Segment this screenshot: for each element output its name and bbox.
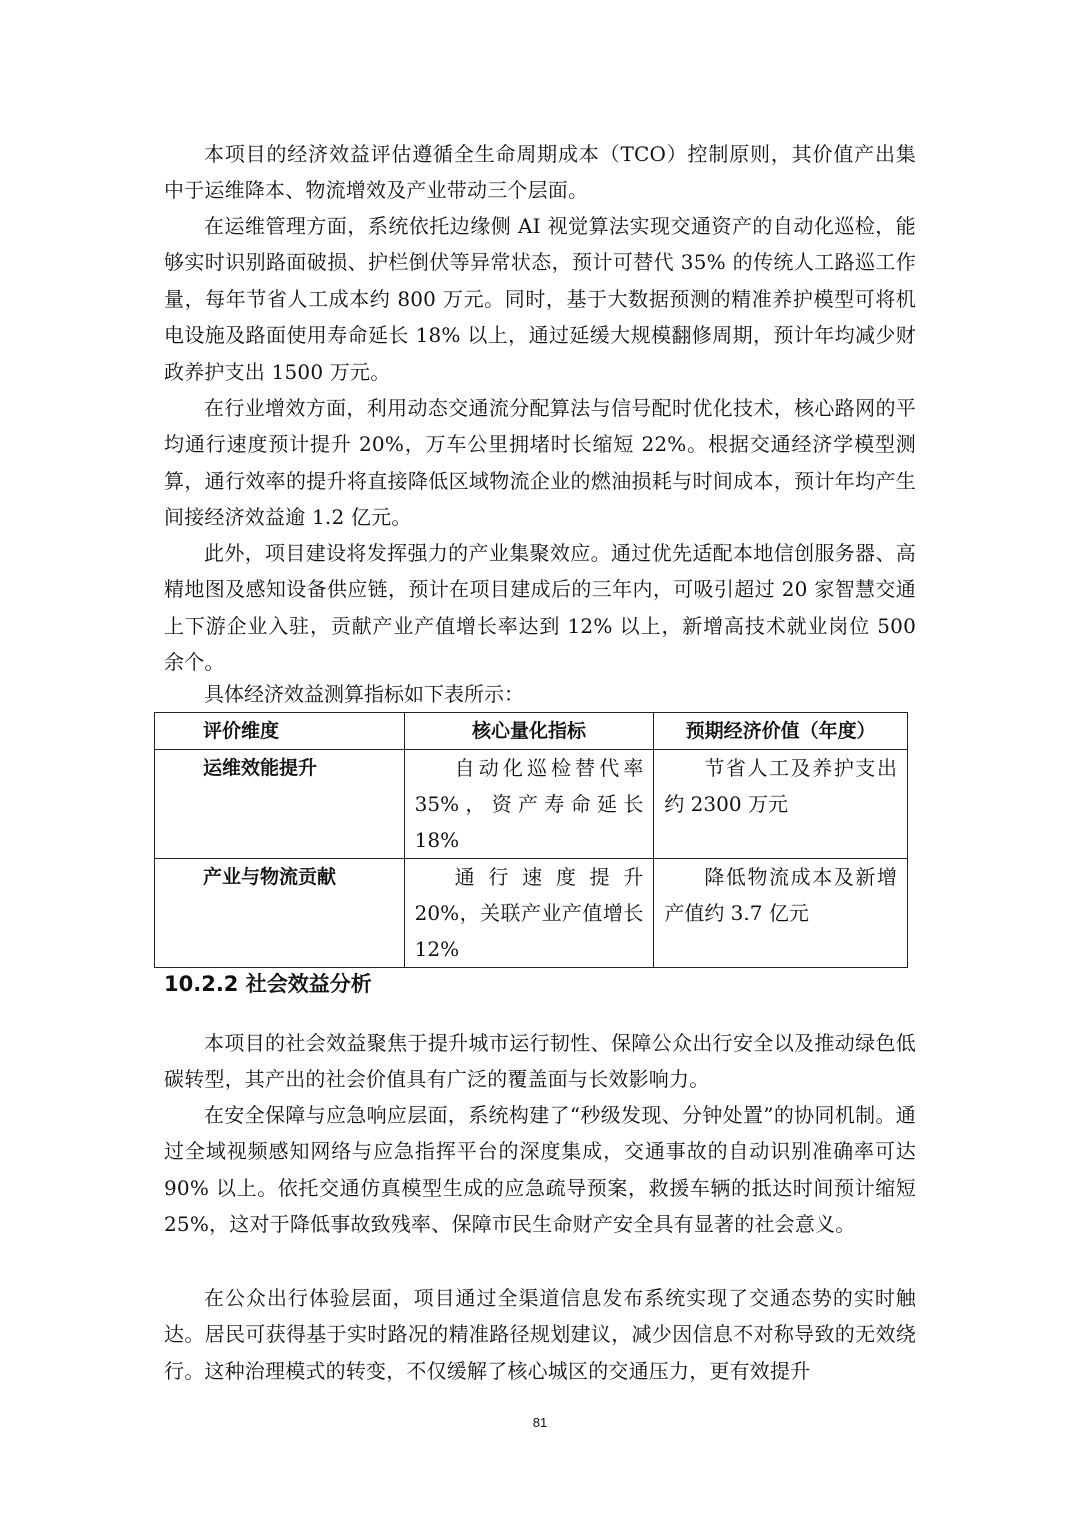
- header-indicator: 核心量化指标: [404, 713, 654, 750]
- paragraph-public-travel: 在公众出行体验层面，项目通过全渠道信息发布系统实现了交通态势的实时触达。居民可获得基于实时路况的精准路径规划建议，减少因信息不对称导致的无效绕行。这种治理模式的转变，不仅缓解了核心城区的交通压力，更有效提升: [164, 1286, 916, 1383]
- paragraph-social-intro: 本项目的社会效益聚焦于提升城市运行韧性、保障公众出行安全以及推动绿色低碳转型，其产出的社会价值具有广泛的覆盖面与长效影响力。: [164, 1031, 916, 1092]
- economic-metrics-table: [154, 712, 908, 968]
- header-dimension: 评价维度: [155, 713, 405, 750]
- table-header-row: [155, 713, 908, 750]
- paragraph-tco-intro: 本项目的经济效益评估遵循全生命周期成本（TCO）控制原则，其价值产出集中于运维降本、物流增效及产业带动三个层面。: [164, 142, 916, 203]
- row-dimension: 产业与物流贡献: [155, 859, 405, 968]
- table-row: [155, 859, 908, 968]
- paragraph-industry: 此外，项目建设将发挥强力的产业集聚效应。通过优先适配本地信创服务器、高精地图及感知设备供应链，预计在项目建成后的三年内，可吸引超过 20 家智慧交通上下游企业入驻，贡献产业产值增长率达到 12% 以上，新增高技术就业岗位 500 余个。: [164, 541, 916, 675]
- table-row: [155, 750, 908, 859]
- paragraph-operations: 在运维管理方面，系统依托边缘侧 AI 视觉算法实现交通资产的自动化巡检，能够实时识别路面破损、护栏倒伏等异常状态，预计可替代 35% 的传统人工路巡工作量，每年节省人工成本约 800 万元。同时，基于大数据预测的精准养护模型可将机电设施及路面使用寿命延长 18% 以上，通过延缓大规模翻修周期，预计年均减少财政养护支出 1500 万元。: [164, 214, 916, 384]
- page-number: 81: [532, 1415, 548, 1430]
- header-value: 预期经济价值（年度）: [654, 713, 908, 750]
- section-heading: 10.2.2 社会效益分析: [164, 972, 372, 996]
- table-intro: 具体经济效益测算指标如下表所示：: [204, 682, 524, 706]
- row-dimension: 运维效能提升: [155, 750, 405, 859]
- row-indicator: 通行速度提升 20%，关联产业产值增长 12%: [404, 859, 654, 968]
- row-value: 节省人工及养护支出约 2300 万元: [654, 750, 908, 859]
- row-indicator: 自动化巡检替代率35%，资产寿命延长 18%: [404, 750, 654, 859]
- paragraph-logistics: 在行业增效方面，利用动态交通流分配算法与信号配时优化技术，核心路网的平均通行速度预计提升 20%，万车公里拥堵时长缩短 22%。根据交通经济学模型测算，通行效率的提升将直接降低区域物流企业的燃油损耗与时间成本，预计年均产生间接经济效益逾 1.2 亿元。: [164, 396, 916, 530]
- paragraph-safety: 在安全保障与应急响应层面，系统构建了“秒级发现、分钟处置”的协同机制。通过全域视频感知网络与应急指挥平台的深度集成，交通事故的自动识别准确率可达 90% 以上。依托交通仿真模型生成的应急疏导预案，救援车辆的抵达时间预计缩短 25%，这对于降低事故致残率、保障市民生命财产安全具有显著的社会意义。: [164, 1103, 916, 1237]
- row-value: 降低物流成本及新增产值约 3.7 亿元: [654, 859, 908, 968]
